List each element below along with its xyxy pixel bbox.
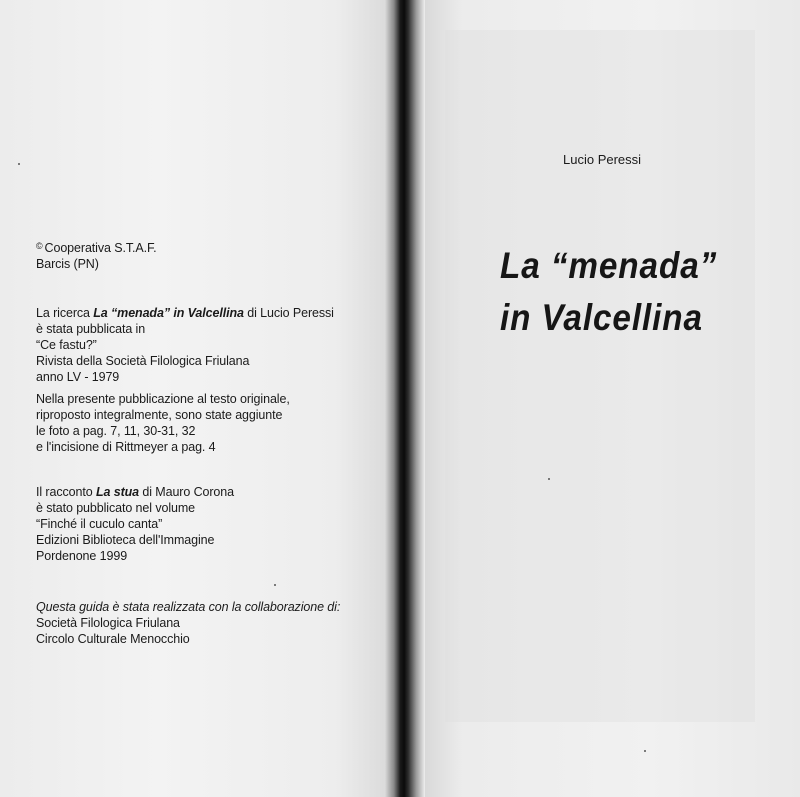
publication-note-pre: La ricerca bbox=[36, 306, 94, 320]
collaboration-partner: Circolo Culturale Menocchio bbox=[36, 632, 190, 646]
edition-note-line: Nella presente pubblicazione al testo originale, bbox=[36, 392, 290, 406]
story-note-line: “Finché il cuculo canta” bbox=[36, 517, 163, 531]
collaboration-partner: Società Filologica Friulana bbox=[36, 616, 180, 630]
scan-speck bbox=[274, 584, 276, 586]
scan-speck bbox=[548, 478, 550, 480]
edition-note bbox=[36, 391, 290, 455]
publication-note-line: “Ce fastu?” bbox=[36, 338, 97, 352]
scan-speck bbox=[644, 750, 646, 752]
story-note-line: Edizioni Biblioteca dell'Immagine bbox=[36, 533, 215, 547]
story-note-line: è stato pubblicato nel volume bbox=[36, 501, 196, 515]
publication-title: La “menada” in Valcellina bbox=[93, 306, 244, 320]
book-title-line-1: La “menada” bbox=[500, 245, 718, 286]
scan-speck bbox=[18, 163, 20, 165]
copyright-holder: Cooperativa S.T.A.F. bbox=[44, 241, 157, 255]
author-name: Lucio Peressi bbox=[563, 152, 642, 167]
story-note bbox=[36, 484, 234, 564]
collaboration-intro: Questa guida è stata realizzata con la collaborazione di: bbox=[36, 600, 341, 614]
publication-note bbox=[36, 305, 334, 385]
story-note-pre: Il racconto bbox=[36, 485, 96, 499]
publication-note-first-line bbox=[36, 305, 334, 321]
edition-note-line: le foto a pag. 7, 11, 30-31, 32 bbox=[36, 424, 196, 438]
copyright-symbol: © bbox=[36, 241, 43, 251]
edition-note-line: e l'incisione di Rittmeyer a pag. 4 bbox=[36, 440, 216, 454]
edition-note-line: riproposto integralmente, sono state aggiunte bbox=[36, 408, 283, 422]
publication-note-line: anno LV - 1979 bbox=[36, 370, 120, 384]
story-note-post: di Mauro Corona bbox=[139, 485, 234, 499]
book-title bbox=[500, 240, 717, 344]
book-title-line-2: in Valcellina bbox=[500, 297, 703, 338]
copyright-line bbox=[36, 238, 157, 256]
right-page-print-area bbox=[445, 30, 755, 722]
story-note-line: Pordenone 1999 bbox=[36, 549, 128, 563]
publication-note-line: è stata pubblicata in bbox=[36, 322, 146, 336]
story-note-first-line bbox=[36, 484, 234, 500]
story-title: La stua bbox=[95, 485, 140, 499]
publication-note-line: Rivista della Società Filologica Friulana bbox=[36, 354, 250, 368]
copyright-block bbox=[36, 238, 157, 272]
book-gutter bbox=[385, 0, 425, 797]
collaboration-note bbox=[36, 599, 340, 647]
copyright-place: Barcis (PN) bbox=[36, 257, 99, 271]
publication-note-post: di Lucio Peressi bbox=[243, 306, 334, 320]
